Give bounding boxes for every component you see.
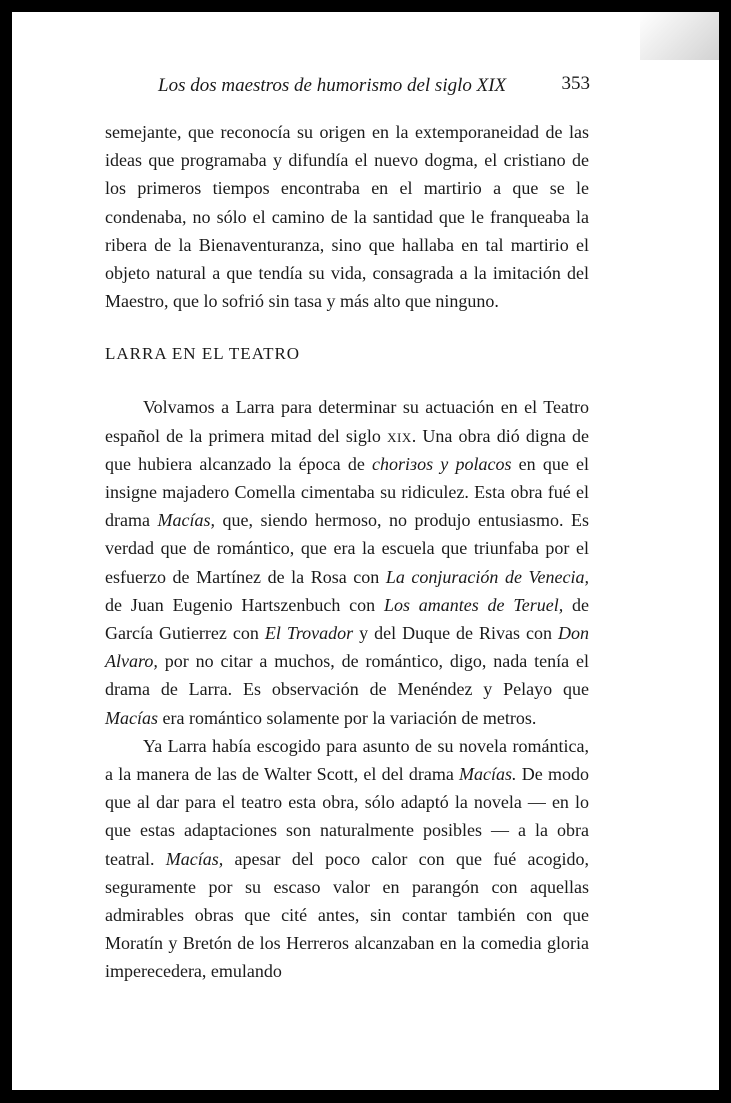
page-corner-shadow: [640, 12, 719, 60]
text-run: que, siendo hermoso, no produjo entusiasmo. Es verdad que de romántico, que era la escuela que triunfaba por el esfuerzo de Martínez de la Rosa con: [105, 510, 589, 587]
italic-title: Macías,: [165, 848, 224, 869]
italic-title: La conjuración de Venecia,: [385, 566, 589, 587]
text-run: de Juan Eugenio Hartszenbuch con: [105, 594, 384, 615]
paragraph-novela-macias: [105, 732, 589, 986]
italic-title: Macías.: [459, 764, 517, 785]
page-number: 353: [561, 73, 590, 94]
text-run: y del Duque de Rivas con: [353, 623, 558, 644]
italic-title: El Trovador: [264, 623, 354, 644]
section-heading: LARRA EN EL TEATRO: [105, 344, 301, 364]
italic-title: Macías: [105, 707, 158, 728]
text-run: apesar del poco calor con que fué acogido, seguramente por su escaso valor en parangón con aquellas admirables obras que cité antes, sin contar también con que Moratín y Bretón de los Herreros alcanzaban en la comedia gloria imperecedera, emulando: [105, 848, 589, 982]
body-text: [105, 118, 589, 986]
text-run: de García Gutierrez con: [105, 594, 589, 644]
century-numeral: xix: [387, 425, 412, 446]
text-run: Ya Larra había escogido para asunto de su novela romántica, a la manera de las de Walter Scott, el del drama: [105, 735, 589, 785]
paragraph-continued: semejante, que reconocía su origen en la extemporaneidad de las ideas que programaba y difundía el nuevo dogma, el cristiano de los primeros tiempos encontraba en el martirio a que se le condenaba, no sólo el camino de la santidad que le franqueaba la ribera de la Bienaventuranza, sino que hallaba en tal martirio el objeto natural a que tendía su vida, consagrada a la imitación del Maestro, que lo sofrió sin tasa y más alto que ninguno.: [105, 122, 589, 312]
running-head: [158, 75, 590, 101]
text-run: por no citar a muchos, de romántico, digo, nada tenía el drama de Larra. Es observación de Menéndez y Pelayo que: [105, 651, 589, 700]
italic-title: Don Alvaro,: [105, 623, 589, 672]
text-run: era romántico solamente por la variación de metros.: [158, 707, 537, 728]
text-run: De modo que al dar para el teatro esta obra, sólo adaptó la novela — en lo que estas adaptaciones son naturalmente posibles — a la obra teatral.: [105, 764, 589, 869]
text-run: . Una obra dió digna de que hubiera alcanzado la época de: [105, 425, 590, 474]
book-page: [12, 12, 719, 1090]
paragraph-larra-teatro: [105, 393, 589, 731]
italic-title: Macías,: [157, 510, 215, 531]
italic-title: Los amantes de Teruel,: [383, 594, 564, 615]
text-run: Volvamos a Larra para determinar su actuación en el Teatro español de la primera mitad del siglo: [105, 397, 589, 446]
running-title: Los dos maestros de humorismo del siglo XIX: [158, 75, 507, 96]
text-run: en que el insigne majadero Comella cimentaba su ridiculez. Esta obra fué el drama: [105, 453, 590, 531]
italic-title: choriзos y polacos: [372, 453, 512, 474]
